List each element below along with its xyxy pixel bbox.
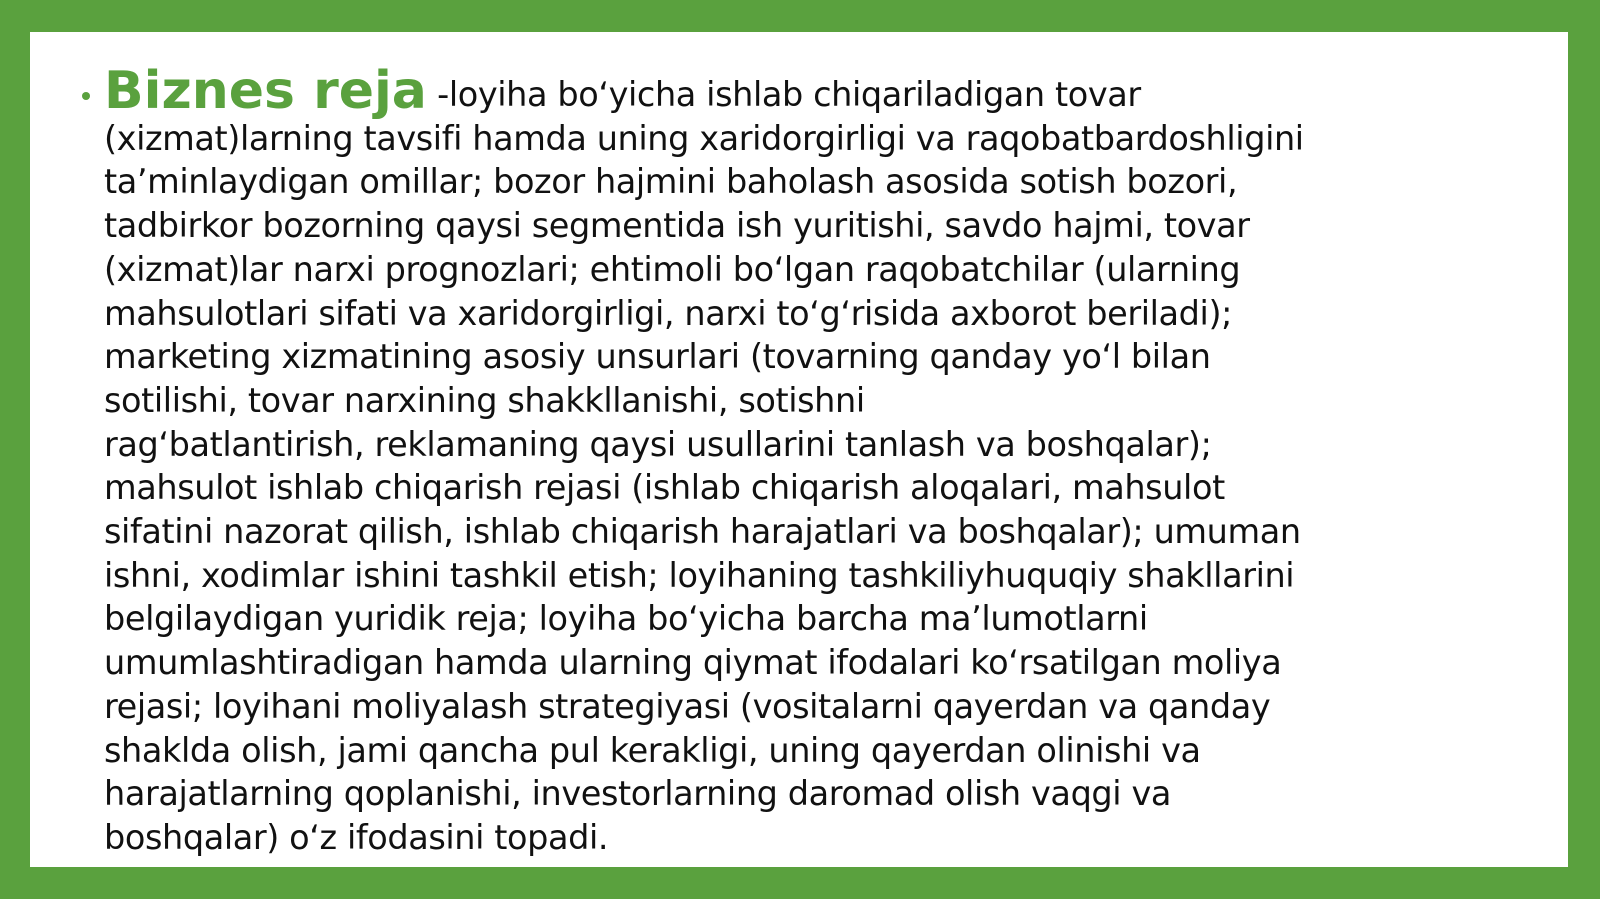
- paragraph-line: rag‘batlantirish, reklamaning qaysi usullarini tanlash va boshqalar);: [104, 424, 1212, 464]
- paragraph-line: sifatini nazorat qilish, ishlab chiqarish harajatlari va boshqalar); umuman: [104, 512, 1301, 552]
- paragraph-line: boshqalar) o‘z ifodasini topadi.: [104, 817, 609, 857]
- paragraph-line: harajatlarning qoplanishi, investorlarning daromad olish vaqgi va: [104, 774, 1172, 814]
- term-heading: Biznes reja: [104, 61, 427, 121]
- paragraph-line-1: [104, 61, 1532, 121]
- paragraph-line: belgilaydigan yuridik reja; loyiha bo‘yicha barcha ma’lumotlarni: [104, 599, 1148, 639]
- paragraph-line: mahsulot ishlab chiqarish rejasi (ishlab chiqarish aloqalari, mahsulot: [104, 468, 1225, 508]
- first-line-text: -loyiha bo‘yicha ishlab chiqariladigan tovar: [426, 75, 1141, 114]
- paragraph-line: marketing xizmatining asosiy unsurlari (tovarning qanday yo‘l bilan: [104, 337, 1211, 377]
- paragraph-line: mahsulotlari sifati va xaridorgirligi, narxi to‘g‘risida axborot beriladi);: [104, 293, 1233, 333]
- paragraph-line: sotilishi, tovar narxining shakkllanishi, sotishni: [104, 380, 865, 420]
- paragraph-line: (xizmat)larning tavsifi hamda uning xaridorgirligi va raqobatbardoshligini: [104, 118, 1304, 158]
- paragraph-line: (xizmat)lar narxi prognozlari; ehtimoli bo‘lgan raqobatchilar (ularning: [104, 249, 1241, 289]
- bullet-point-icon: [82, 92, 90, 100]
- paragraph-line: umumlashtiradigan hamda ularning qiymat ifodalari ko‘rsatilgan moliya: [104, 643, 1282, 683]
- definition-paragraph: [104, 61, 1532, 860]
- paragraph-line: ta’minlaydigan omillar; bozor hajmini baholash asosida sotish bozori,: [104, 162, 1238, 202]
- bullet-item: [82, 61, 1532, 860]
- paragraph-line: tadbirkor bozorning qaysi segmentida ish yuritishi, savdo hajmi, tovar: [104, 206, 1250, 246]
- paragraph-line: shaklda olish, jami qancha pul kerakligi, uning qayerdan olinishi va: [104, 730, 1201, 770]
- paragraph-line: rejasi; loyihani moliyalash strategiyasi (vositalarni qayerdan va qanday: [104, 686, 1271, 726]
- slide-content-area: [30, 32, 1568, 867]
- paragraph-line: ishni, xodimlar ishini tashkil etish; loyihaning tashkiliyhuquqiy shakllarini: [104, 555, 1295, 595]
